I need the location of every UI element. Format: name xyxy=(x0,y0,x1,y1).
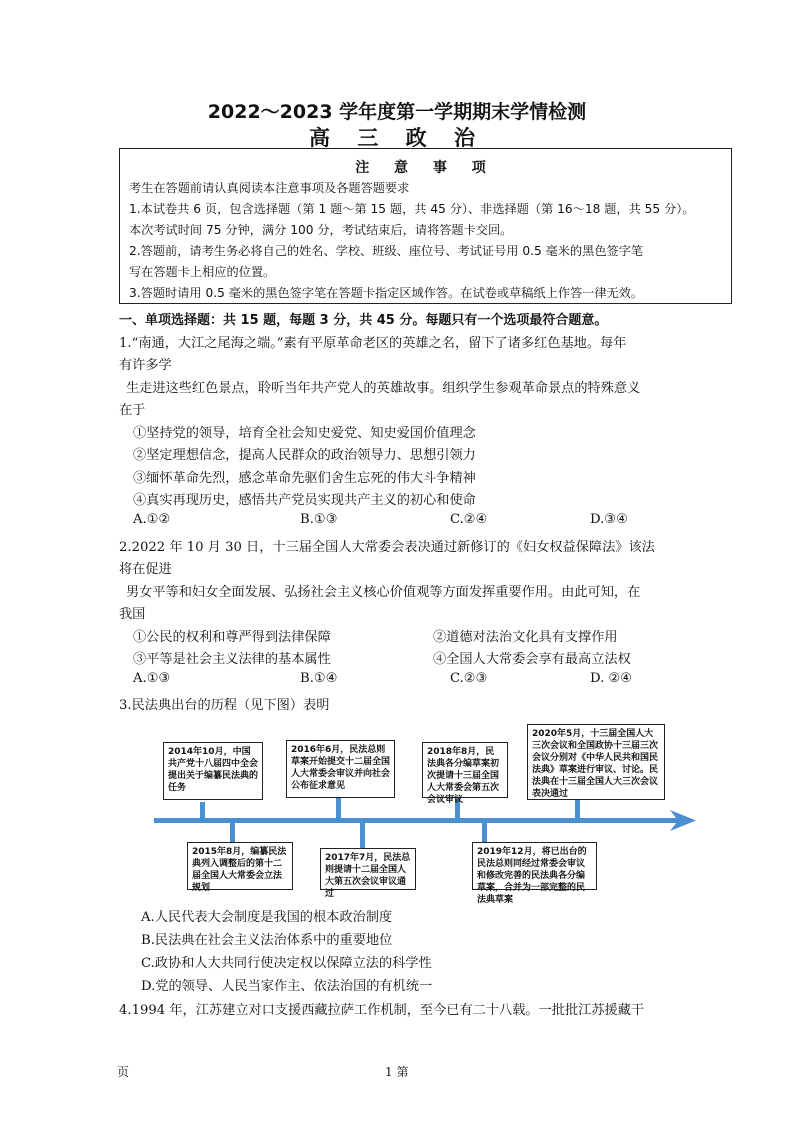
notice-line: 写在答题卡上相应的位置。 xyxy=(129,265,276,279)
q1-item: ④真实再现历史，感悟共产党员实现共产主义的初心和使命 xyxy=(133,493,476,508)
q2-stem: 2.2022 年 10 月 30 日，十三届全国人大常委会表决通过新修订的《妇女权益保障法》该法 xyxy=(119,540,655,555)
q2-item: ②道德对法治文化具有支撑作用 xyxy=(433,630,618,645)
q3-stem: 3.民法典出台的历程（见下图）表明 xyxy=(119,698,330,713)
q1-option-b: B.①③ xyxy=(300,512,338,527)
q3-option-d: D.党的领导、人民当家作主、依法治国的有机统一 xyxy=(141,979,433,994)
timeline-event-2014: 2014年10月，中国共产党十八届四中全会提出关于编纂民法典的任务 xyxy=(163,742,263,800)
q2-item: ①公民的权利和尊严得到法律保障 xyxy=(133,630,331,645)
footer-page-number: 1 第 xyxy=(385,1065,409,1079)
q1-stem: 有许多学 xyxy=(119,358,172,373)
timeline-event-2016: 2016年6月，民法总则草案开始提交十二届全国人大常委会审议并向社会公布征求意见 xyxy=(286,740,395,798)
q2-option-d: D. ②④ xyxy=(590,671,633,686)
q1-stem: 在于 xyxy=(119,403,146,418)
timeline-event-2018: 2018年8月，民法典各分编草案初次提请十三届全国人大常委会第五次会议审议 xyxy=(422,742,508,798)
exam-subject: 高 三 政 治 xyxy=(309,126,485,150)
notice-line: 本次考试时间 75 分钟，满分 100 分，考试结束后，请将答题卡交回。 xyxy=(129,223,513,237)
notice-box xyxy=(119,148,732,304)
timeline-event-2020: 2020年5月，十三届全国人大三次会议和全国政协十三届三次会议分别对《中华人民共和国民法典》草案进行审议、讨论。民法典在十三届全国人大三次会议表决通过 xyxy=(527,724,665,800)
notice-title: 注 意 事 项 xyxy=(355,160,496,176)
q2-item: ④全国人大常委会享有最高立法权 xyxy=(433,652,631,667)
notice-line: 1.本试卷共 6 页，包含选择题（第 1 题～第 15 题，共 45 分）、非选择题（第 16～18 题，共 55 分）。 xyxy=(129,202,695,216)
footer-page-label: 页 xyxy=(117,1065,130,1079)
notice-line: 3.答题时请用 0.5 毫米的黑色签字笔在答题卡指定区域作答。在试卷或草稿纸上作答一律无效。 xyxy=(129,286,644,300)
q1-item: ③缅怀革命先烈，感念革命先驱们舍生忘死的伟大斗争精神 xyxy=(133,471,476,486)
q2-stem: 我国 xyxy=(119,607,146,622)
exam-title: 2022～2023 学年度第一学期期末学情检测 xyxy=(207,101,587,123)
notice-line: 2.答题前，请考生务必将自己的姓名、学校、班级、座位号、考试证号用 0.5 毫米的黑色签字笔 xyxy=(129,244,644,258)
q1-item: ②坚定理想信念，提高人民群众的政治领导力、思想引领力 xyxy=(133,448,476,463)
timeline-figure xyxy=(150,718,700,905)
q2-option-a: A.①③ xyxy=(133,671,171,686)
q1-item: ①坚持党的领导，培育全社会知史爱党、知史爱国价值理念 xyxy=(133,426,476,441)
q3-option-b: B.民法典在社会主义法治体系中的重要地位 xyxy=(141,933,393,948)
q1-option-d: D.③④ xyxy=(590,512,628,527)
q2-stem: 将在促进 xyxy=(119,562,172,577)
q2-stem: 男女平等和妇女全面发展、弘扬社会主义核心价值观等方面发挥重要作用。由此可知，在 xyxy=(126,585,641,600)
timeline-event-2015: 2015年8月，编纂民法典列入调整后的第十二届全国人大常委会立法规划 xyxy=(187,842,293,890)
q1-stem: 生走进这些红色景点，聆听当年共产党人的英雄故事。组织学生参观革命景点的特殊意义 xyxy=(126,381,641,396)
q2-option-c: C.②③ xyxy=(450,671,488,686)
timeline-event-2019: 2019年12月，将已出台的民法总则同经过常委会审议和修改完善的民法典各分编草案，合并为一部完整的民法典草案 xyxy=(472,842,597,890)
q2-option-b: B.①④ xyxy=(300,671,338,686)
notice-line: 考生在答题前请认真阅读本注意事项及各题答题要求 xyxy=(129,181,410,195)
q1-stem: 1.“南通，大江之尾海之端。”素有平原革命老区的英雄之名，留下了诸多红色基地。每年 xyxy=(119,336,627,351)
timeline-event-2017: 2017年7月，民法总则提请十二届全国人大第五次会议审议通过 xyxy=(320,848,416,890)
q4-stem: 4.1994 年，江苏建立对口支援西藏拉萨工作机制，至今已有二十八载。一批批江苏援藏干 xyxy=(119,1003,645,1018)
q1-option-a: A.①② xyxy=(133,512,171,527)
q1-option-c: C.②④ xyxy=(450,512,488,527)
q3-option-c: C.政协和人大共同行使决定权以保障立法的科学性 xyxy=(141,956,432,971)
q2-item: ③平等是社会主义法律的基本属性 xyxy=(133,652,331,667)
section-heading: 一、单项选择题：共 15 题，每题 3 分，共 45 分。每题只有一个选项最符合题意。 xyxy=(119,313,608,328)
q3-option-a: A.人民代表大会制度是我国的根本政治制度 xyxy=(141,910,393,925)
